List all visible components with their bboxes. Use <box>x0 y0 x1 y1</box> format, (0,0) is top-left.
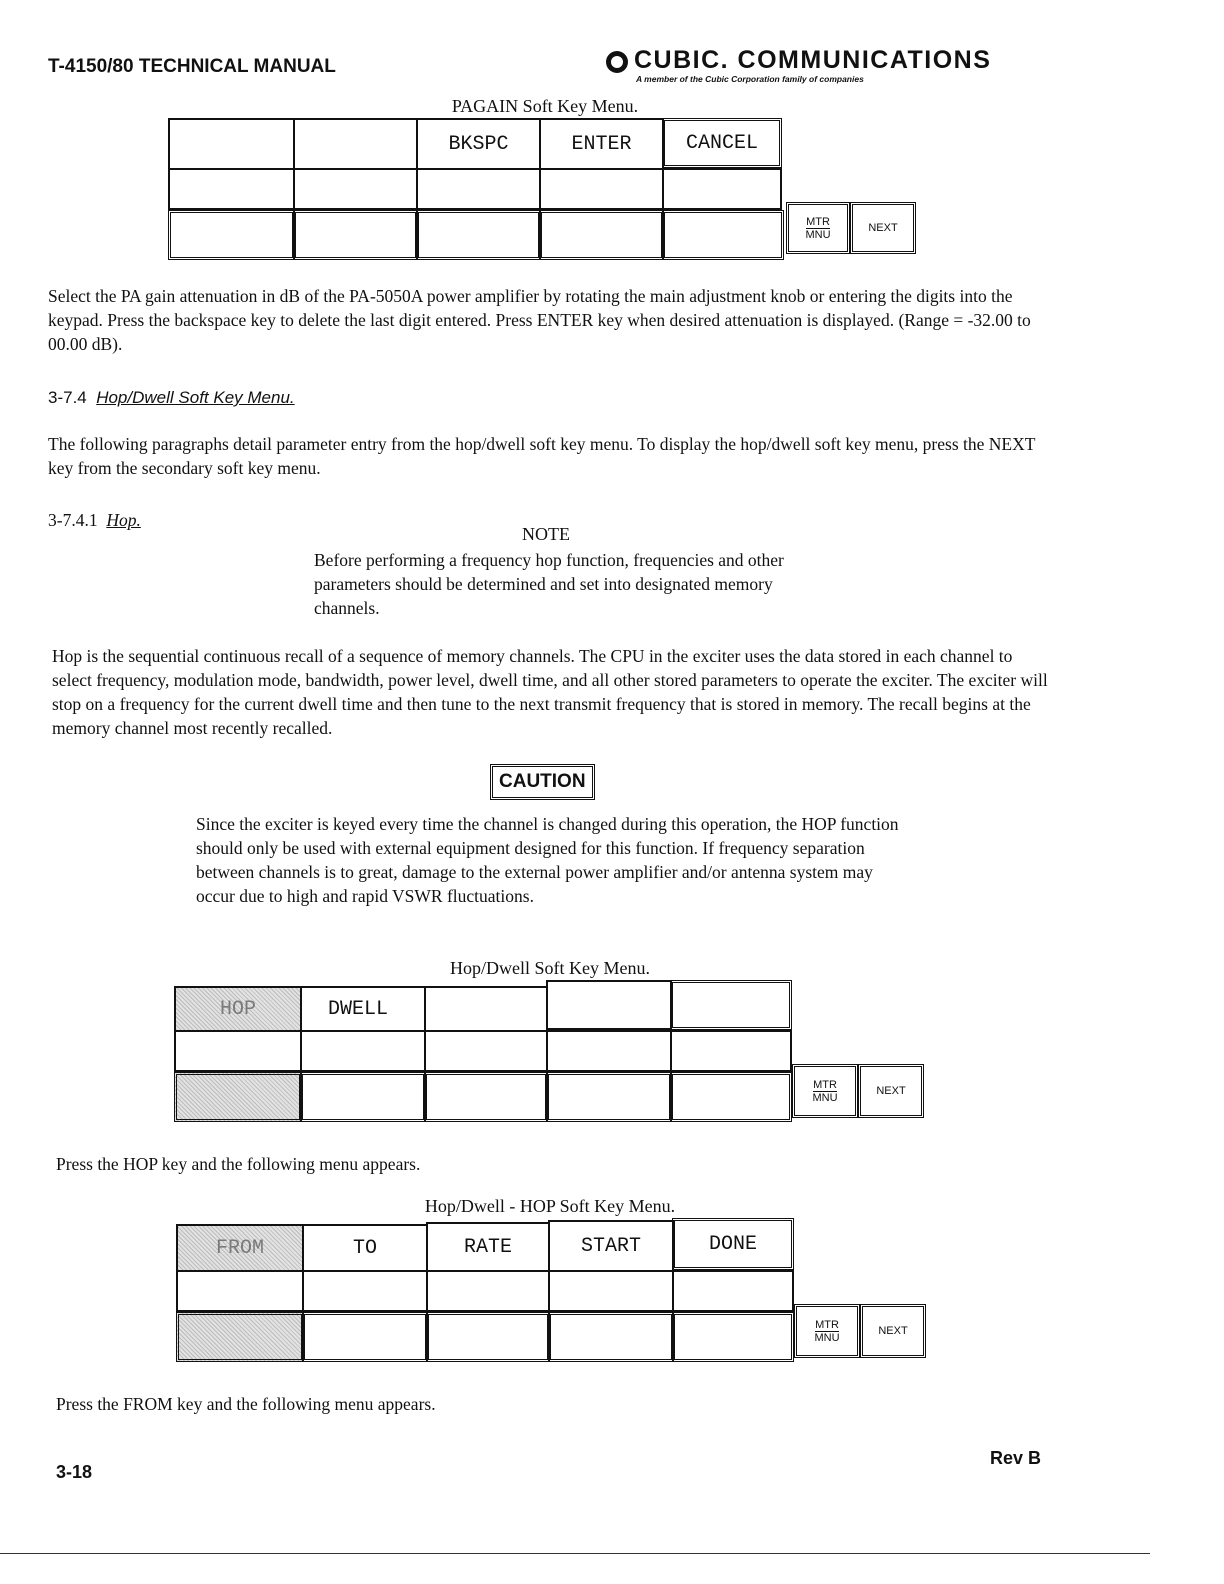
hop-soft-key-menu <box>176 1218 928 1364</box>
menu1-bkspc-key[interactable]: BKSPC <box>416 118 541 170</box>
paragraph-press-from: Press the FROM key and the following menu appears. <box>56 1394 436 1414</box>
subsection-number: 3-7.4.1 <box>48 510 98 530</box>
menu2-bottom-key[interactable] <box>546 1072 672 1122</box>
section-title: Hop/Dwell Soft Key Menu. <box>96 388 295 407</box>
menu1-bottom-key[interactable] <box>293 210 418 260</box>
menu3-blank <box>548 1270 674 1312</box>
menu3-mtr-mnu-key[interactable] <box>794 1304 860 1358</box>
revision: Rev B <box>990 1448 1042 1468</box>
brand-tagline: A member of the Cubic Corporation family of companies <box>636 74 864 84</box>
mnu-label: MNU <box>814 1331 840 1344</box>
paragraph-press-hop: Press the HOP key and the following menu appears. <box>56 1154 421 1174</box>
paragraph-hop-description: Hop is the sequential continuous recall of a sequence of memory channels. The CPU in the exciter uses the data stored in each channel to select frequency, modulation mode, bandwidth, power level, dwell time, and all other stored parameters to operate the exciter. The exciter will stop on a frequency for the current dwell time and then tune to the next transmit frequency that is stored in memory. The recall begins at the memory channel most recently recalled. <box>52 646 1048 738</box>
next-label: NEXT <box>876 1085 906 1097</box>
menu3-bottom-key[interactable] <box>672 1312 794 1362</box>
menu2-bottom-key[interactable] <box>300 1072 426 1122</box>
menu2-bottom-key[interactable] <box>670 1072 792 1122</box>
menu1-bottom-key[interactable] <box>539 210 664 260</box>
paragraph-hop-dwell-intro: The following paragraphs detail parameter entry from the hop/dwell soft key menu. To display the hop/dwell soft key menu, press the NEXT key from the secondary soft key menu. <box>48 434 1036 478</box>
menu3-done-key[interactable]: DONE <box>672 1218 794 1270</box>
cubic-logo-icon <box>606 51 628 73</box>
mtr-label: MTR <box>806 215 830 228</box>
menu2-mtr-mnu-key[interactable] <box>792 1064 858 1118</box>
mtr-label: MTR <box>813 1078 837 1091</box>
footer-rule <box>0 1553 1150 1554</box>
menu3-blank <box>176 1270 304 1312</box>
menu1-key-2[interactable] <box>293 118 418 170</box>
menu1-next-key[interactable] <box>850 202 916 254</box>
menu3-next-key[interactable] <box>860 1304 926 1358</box>
next-label: NEXT <box>878 1325 908 1337</box>
menu3-blank <box>672 1270 794 1312</box>
menu3-from-key[interactable]: FROM <box>176 1224 304 1272</box>
pagain-soft-key-menu <box>168 118 918 268</box>
menu2-blank <box>300 1030 426 1072</box>
menu1-blank <box>539 168 664 210</box>
menu2-next-key[interactable] <box>858 1064 924 1118</box>
section-heading <box>48 388 295 408</box>
next-label: NEXT <box>868 222 898 234</box>
menu1-bottom-key[interactable] <box>662 210 784 260</box>
hop-dwell-soft-key-menu <box>174 980 926 1122</box>
menu1-key-1[interactable] <box>168 118 295 170</box>
mnu-label: MNU <box>805 228 831 241</box>
menu1-mtr-mnu-key[interactable] <box>786 202 850 254</box>
caution-text: Since the exciter is keyed every time the channel is changed during this operation, the HOP function should only be used with external equipment designed for this function. If frequency separation between channels is to great, damage to the external power amplifier and/or antenna system may occur due to high and rapid VSWR fluctuations. <box>196 814 899 906</box>
menu1-bottom-key[interactable] <box>168 210 295 260</box>
note-text: Before performing a frequency hop function, frequencies and other parameters should be determined and set into designated memory channels. <box>314 550 784 618</box>
menu3-blank <box>302 1270 428 1312</box>
menu1-enter-key[interactable]: ENTER <box>539 118 664 170</box>
menu1-blank <box>293 168 418 210</box>
menu2-bottom-key-shaded[interactable] <box>174 1072 302 1122</box>
brand-logo <box>606 46 1046 88</box>
menu2-caption: Hop/Dwell Soft Key Menu. <box>450 958 650 978</box>
menu3-bottom-key-shaded[interactable] <box>176 1312 304 1362</box>
menu2-key-3[interactable] <box>424 986 548 1032</box>
menu2-key-5[interactable] <box>670 980 792 1030</box>
subsection-heading <box>48 510 141 531</box>
section-number: 3-7.4 <box>48 388 87 407</box>
mnu-label: MNU <box>812 1091 838 1104</box>
menu1-blank <box>662 168 782 210</box>
menu3-rate-key[interactable]: RATE <box>426 1222 550 1272</box>
menu2-blank <box>174 1030 302 1072</box>
manual-title: T-4150/80 TECHNICAL MANUAL <box>48 56 336 77</box>
menu3-to-key[interactable]: TO <box>302 1224 428 1272</box>
menu3-start-key[interactable]: START <box>548 1220 674 1272</box>
menu2-blank <box>670 1030 792 1072</box>
menu2-key-4[interactable] <box>546 980 672 1030</box>
menu1-caption: PAGAIN Soft Key Menu. <box>451 96 639 116</box>
menu2-bottom-key[interactable] <box>424 1072 548 1122</box>
menu3-blank <box>426 1270 550 1312</box>
menu1-cancel-key[interactable]: CANCEL <box>662 118 782 168</box>
paragraph-pa-gain: Select the PA gain attenuation in dB of the PA-5050A power amplifier by rotating the main adjustment knob or entering the digits into the keypad. Press the backspace key to delete the last digit entered. Press ENTER key when desired attenuation is displayed. (Range = -32.00 to 00.00 dB). <box>48 286 1031 354</box>
menu3-bottom-key[interactable] <box>302 1312 428 1362</box>
mtr-label: MTR <box>815 1318 839 1331</box>
menu3-caption: Hop/Dwell - HOP Soft Key Menu. <box>424 1196 676 1216</box>
menu2-dwell-key[interactable]: DWELL <box>300 986 426 1032</box>
page-number: 3-18 <box>56 1462 93 1482</box>
menu3-bottom-key[interactable] <box>548 1312 674 1362</box>
subsection-title: Hop. <box>106 510 141 530</box>
brand-name: CUBIC. COMMUNICATIONS <box>634 46 992 74</box>
menu1-blank <box>416 168 541 210</box>
menu1-blank <box>168 168 295 210</box>
menu1-bottom-key[interactable] <box>416 210 541 260</box>
menu2-hop-key[interactable]: HOP <box>174 986 302 1032</box>
menu3-bottom-key[interactable] <box>426 1312 550 1362</box>
menu2-blank <box>546 1030 672 1072</box>
note-title: NOTE <box>522 524 570 544</box>
caution-label: CAUTION <box>490 764 595 800</box>
menu2-blank <box>424 1030 548 1072</box>
